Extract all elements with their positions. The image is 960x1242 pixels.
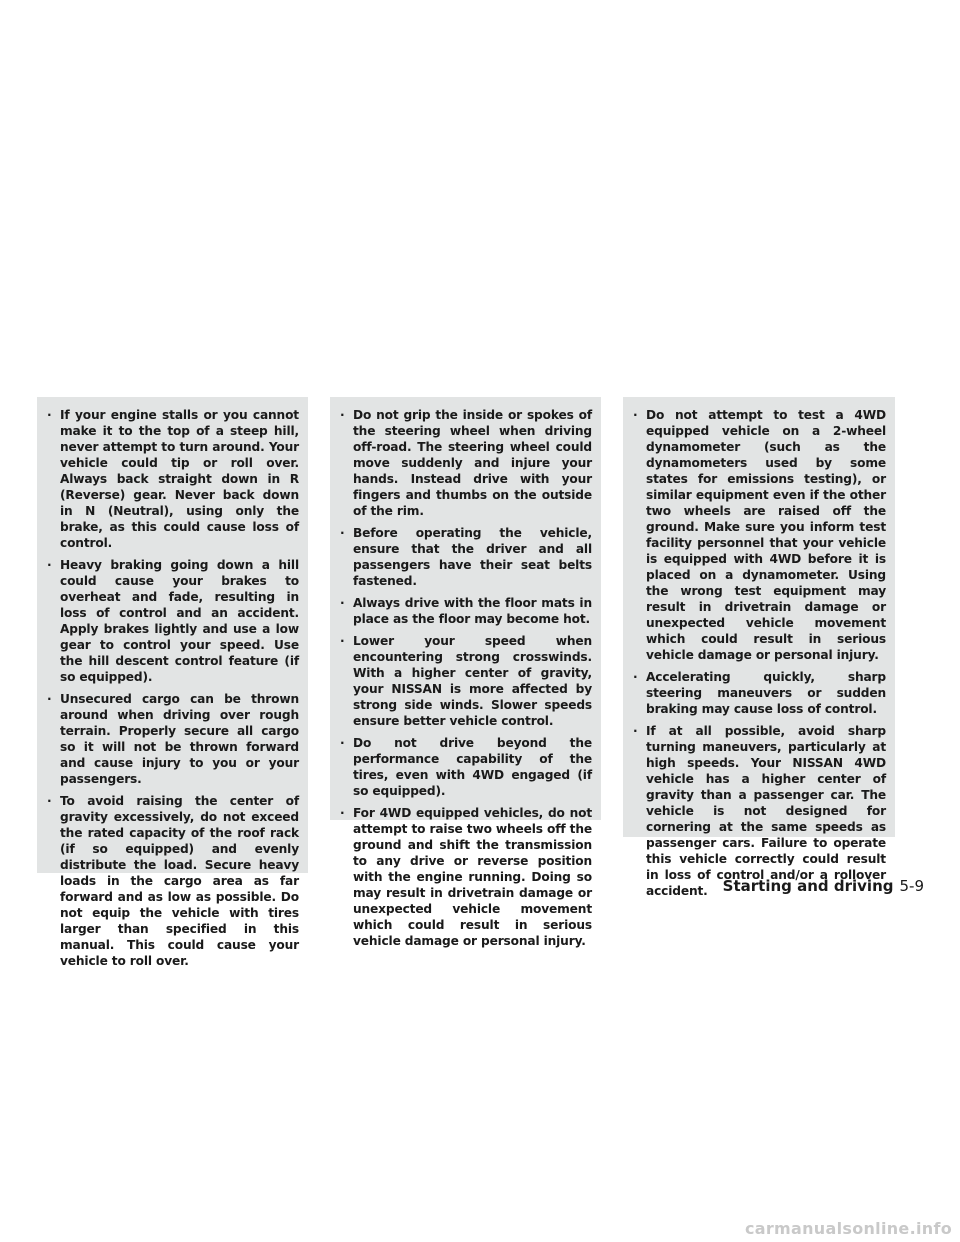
bullet: · xyxy=(47,558,52,572)
warning-column-2 xyxy=(330,397,601,948)
warning-item xyxy=(46,407,299,551)
bullet: · xyxy=(340,596,345,610)
warning-item xyxy=(46,793,299,969)
warning-text: Unsecured cargo can be thrown around when driving over rough terrain. Properly secure all cargo so it will not be thrown forward and cause injury to you or your passengers. xyxy=(60,692,299,786)
bullet: · xyxy=(47,794,52,808)
warning-text: Heavy braking going down a hill could cause your brakes to overheat and fade, resulting in loss of control and an accident. Apply brakes lightly and use a low gear to control your speed. Use the hill descent control feature (if so equipped). xyxy=(60,558,299,684)
warning-text: Before operating the vehicle, ensure that the driver and all passengers have their seat belts fastened. xyxy=(353,526,592,588)
warning-item xyxy=(339,735,592,799)
warning-item xyxy=(339,805,592,949)
warning-text: Lower your speed when encountering strong crosswinds. With a higher center of gravity, your NISSAN is more affected by strong side winds. Slower speeds ensure better vehicle control. xyxy=(353,634,592,728)
warning-item xyxy=(339,595,592,627)
warning-item xyxy=(339,525,592,589)
warning-item xyxy=(46,691,299,787)
warning-text: To avoid raising the center of gravity excessively, do not exceed the rated capacity of the roof rack (if so equipped) and evenly distribute the load. Secure heavy loads in the cargo area as far forward and as low as possible. Do not equip the vehicle with tires larger than specified in this manual. This could cause your vehicle to roll over. xyxy=(60,794,299,968)
warning-item xyxy=(632,407,886,663)
watermark: carmanualsonline.info xyxy=(744,1219,952,1238)
warning-text: For 4WD equipped vehicles, do not attempt to raise two wheels off the ground and shift the transmission to any drive or reverse position with the engine running. Doing so may result in drivetrain damage or unexpected vehicle movement which could result in serious vehicle damage or personal injury. xyxy=(353,806,592,948)
bullet: · xyxy=(340,408,345,422)
bullet: · xyxy=(340,806,345,820)
warning-text: Accelerating quickly, sharp steering maneuvers or sudden braking may cause loss of control. xyxy=(646,670,886,716)
bullet: · xyxy=(633,670,638,684)
warning-item xyxy=(339,407,592,519)
bullet: · xyxy=(340,526,345,540)
bullet: · xyxy=(633,724,638,738)
warning-text: Do not attempt to test a 4WD equipped vehicle on a 2-wheel dynamometer (such as the dynamometers used by some states for emissions testing), or similar equipment even if the other two wheels are raised off the ground. Make sure you inform test facility personnel that your vehicle is equipped with 4WD before it is placed on a dynamometer. Using the wrong test equipment may result in drivetrain damage or unexpected vehicle movement which could result in serious vehicle damage or personal injury. xyxy=(646,408,886,662)
bullet: · xyxy=(340,736,345,750)
section-title: Starting and driving xyxy=(722,877,894,895)
warning-item xyxy=(46,557,299,685)
warning-item xyxy=(632,669,886,717)
bullet: · xyxy=(47,692,52,706)
bullet: · xyxy=(340,634,345,648)
warning-text: If your engine stalls or you cannot make it to the top of a steep hill, never attempt to turn around. Your vehicle could tip or roll over. Always back straight down in R (Reverse) gear. Never back down in N (Neutral), using only the brake, as this could cause loss of control. xyxy=(60,408,299,550)
warning-text: Do not drive beyond the performance capability of the tires, even with 4WD engaged (if so equipped). xyxy=(353,736,592,798)
warning-text: Do not grip the inside or spokes of the steering wheel when driving off-road. The steering wheel could move suddenly and injure your hands. Instead drive with your fingers and thumbs on the outside of the rim. xyxy=(353,408,592,518)
bullet: · xyxy=(47,408,52,422)
warning-column-1 xyxy=(37,397,308,968)
page-number: 5-9 xyxy=(899,877,924,895)
page-footer xyxy=(723,877,924,895)
warning-text: If at all possible, avoid sharp turning maneuvers, particularly at high speeds. Your NISSAN 4WD vehicle has a higher center of gravity than a passenger car. The vehicle is not designed for cornering at the same speeds as passenger cars. Failure to operate this vehicle correctly could result in loss of control and/or a rollover accident. xyxy=(646,724,886,898)
warning-item xyxy=(632,723,886,899)
warning-item xyxy=(339,633,592,729)
warning-text: Always drive with the floor mats in place as the floor may become hot. xyxy=(353,596,592,626)
bullet: · xyxy=(633,408,638,422)
